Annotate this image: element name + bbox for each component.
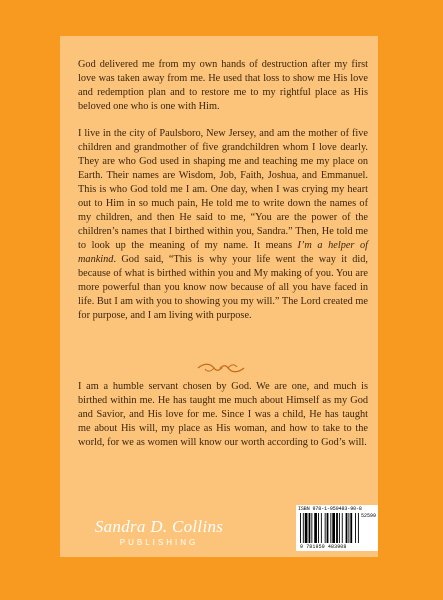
biography-text-before: I live in the city of Paulsboro, New Jersey, and am the mother of five children and grandmother of five grandchildren whom I love dearly. They are who God used in shaping me and teaching me my place on Earth. Their names are Wisdom, Job, Faith, Joshua, and Emmanuel. This is who God told me I am. One day, when I was crying my heart out to Him in so much pain, He told me to write down the names of my children, and then He said to me, “You are the power of the children’s names that I birthed within you, Sandra.” Then, He told me to look up the meaning of my name. It means xyxy=(78,128,368,251)
publisher-name: Sandra D. Collins xyxy=(94,517,224,536)
publisher-subtitle: PUBLISHING xyxy=(119,538,199,547)
biography-italic-phrase: I’m a helper of mankind xyxy=(78,240,369,265)
price-code: 52599 xyxy=(360,513,376,519)
publisher-logo xyxy=(93,518,225,547)
paragraph-testimony xyxy=(78,58,368,114)
flourish-ornament-icon xyxy=(196,361,246,375)
barcode-number: 9 781959 483908 xyxy=(300,544,347,550)
barcode-bars-icon xyxy=(300,513,374,543)
isbn-text: ISBN 978-1-959483-90-8 xyxy=(298,506,362,512)
paragraph-servant xyxy=(78,380,368,450)
paragraph-servant-text: I am a humble servant chosen by God. We are one, and much is birthed within me. He has taught me much about Himself as my God and Savior, and His love for me. Since I was a child, He has taught me about His will, my place as His woman, and how to take to the world, for we as women will know our worth according to God’s will. xyxy=(78,381,368,448)
isbn-barcode xyxy=(296,505,378,551)
paragraph-testimony-text: God delivered me from my own hands of destruction after my first love was taken away from me. He used that loss to show me His love and redemption plan and to restore me to my rightful place as His beloved one who is one with Him. xyxy=(78,59,368,112)
paragraph-biography xyxy=(78,127,368,323)
biography-text-after: . God said, “This is why your life went the way it did, because of what is birthed within you and My making of you. You are more powerful than you know now because of all you have faced in life. But I am with you to showing you my will.” The Lord created me for purpose, and I am living with purpose. xyxy=(78,254,368,321)
